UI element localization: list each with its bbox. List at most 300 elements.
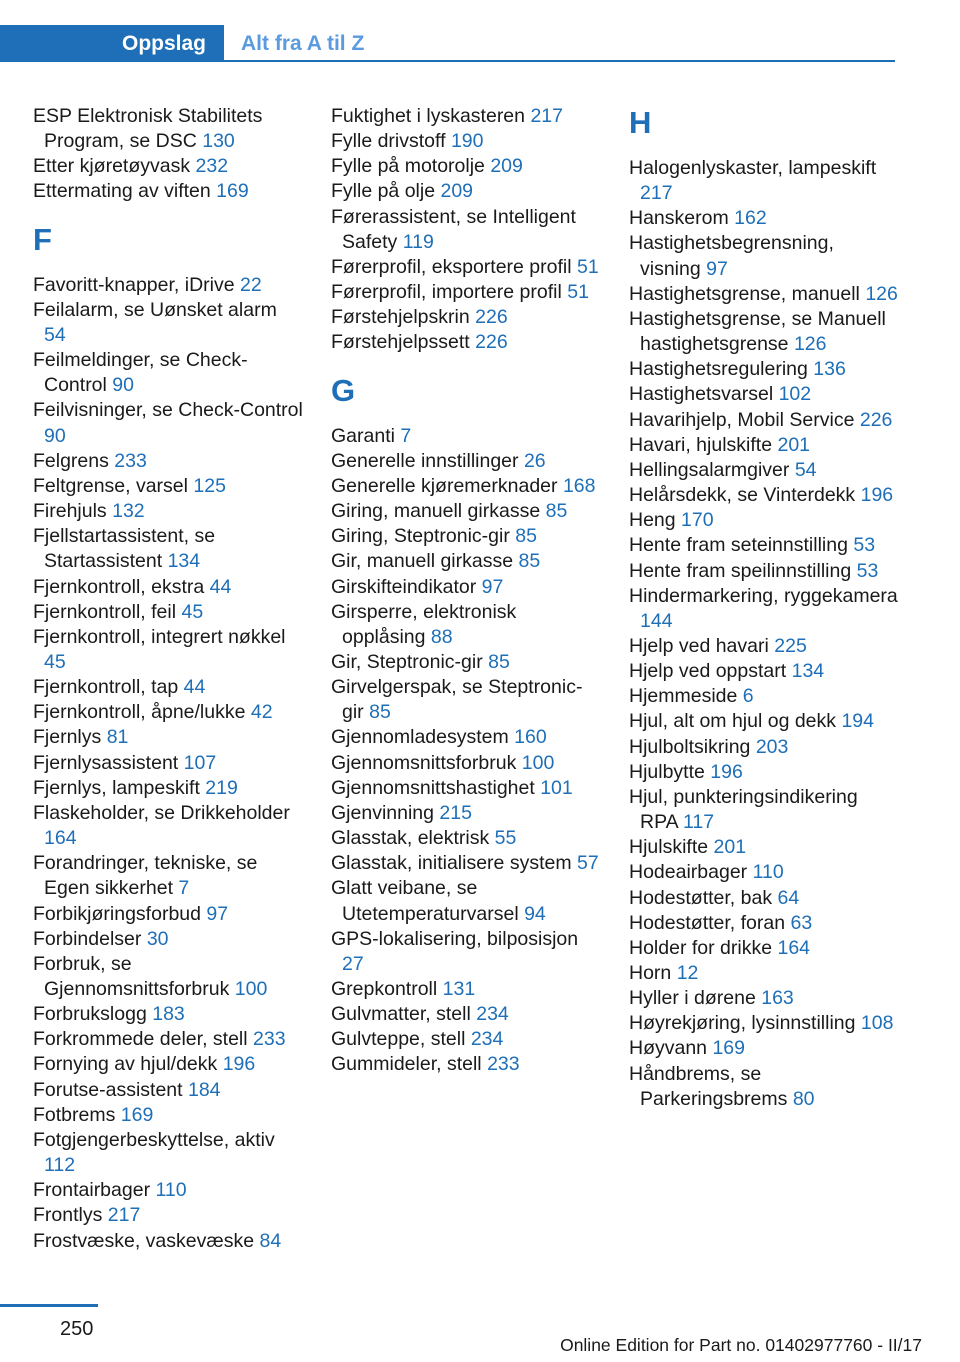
- index-entry: [331, 449, 601, 474]
- index-term: Hanskerom: [629, 207, 729, 230]
- index-term: Fjernlys: [33, 726, 102, 749]
- page-link[interactable]: 217: [530, 105, 563, 127]
- page-link[interactable]: 194: [841, 710, 874, 733]
- page-link[interactable]: 117: [683, 811, 715, 834]
- index-entry: [629, 1062, 899, 1112]
- index-entry: [629, 231, 899, 281]
- index-term: Hastighetsregulering: [629, 358, 808, 381]
- page-link[interactable]: 119: [402, 230, 434, 253]
- tab-alt-fra-a-til-z-label: Alt fra A til Z: [241, 31, 365, 55]
- index-term: Hjelp ved havari: [629, 634, 769, 657]
- page-link[interactable]: 164: [44, 827, 77, 850]
- page-link[interactable]: 90: [112, 374, 134, 397]
- index-entry: [33, 675, 303, 700]
- index-term: Fjernlys, lampeskift: [33, 776, 200, 799]
- index-entry: [331, 575, 601, 600]
- index-entry: [629, 835, 899, 860]
- page-link[interactable]: 196: [710, 760, 743, 783]
- index-term: Girskifteindikator: [331, 575, 477, 598]
- page-link[interactable]: 7: [178, 877, 190, 900]
- index-entry: [33, 1128, 303, 1178]
- index-entry: [33, 625, 303, 675]
- index-term: Førstehjelpskrin: [331, 306, 470, 329]
- page-link[interactable]: 130: [202, 130, 235, 153]
- page-link[interactable]: 88: [430, 625, 453, 648]
- page-header: [0, 25, 895, 62]
- page-link[interactable]: 190: [450, 130, 484, 153]
- index-entry: [33, 1078, 303, 1103]
- index-term: Girvelgerspak, se Steptronic-gir: [331, 676, 583, 724]
- index-entry: [331, 549, 601, 574]
- page-link[interactable]: 131: [442, 978, 476, 1000]
- index-entry: [629, 433, 899, 458]
- page-link[interactable]: 217: [640, 182, 673, 205]
- index-term: Hastighetsgrense, se Manuell hastighetsgrense: [629, 307, 886, 356]
- index-entry: [33, 700, 303, 725]
- index-entry: [629, 206, 899, 231]
- page-link[interactable]: 51: [577, 255, 599, 278]
- index-term: Fotbrems: [33, 1103, 116, 1126]
- index-term: Feilvisninger, se Check-Control: [33, 399, 303, 422]
- page-link[interactable]: 144: [640, 609, 673, 632]
- page-link[interactable]: 126: [793, 333, 827, 356]
- index-term: Gir, manuell girkasse: [331, 550, 514, 573]
- index-entry: [33, 104, 303, 154]
- page-link[interactable]: 85: [369, 701, 391, 724]
- index-entry: [629, 357, 899, 382]
- page-link[interactable]: 26: [523, 449, 546, 472]
- index-term: Glatt veibane, se Utetemperaturvarsel: [331, 877, 519, 925]
- index-entry: [331, 801, 601, 826]
- index-term: Fjernkontroll, åpne/lukke: [33, 701, 246, 724]
- index-entry: [629, 458, 899, 483]
- index-term: Fylle på olje: [331, 180, 436, 203]
- index-term: Fornying av hjul/dekk: [33, 1053, 218, 1076]
- index-entry: [331, 1002, 601, 1027]
- index-entry: [629, 584, 899, 634]
- index-term: Gjennomladesystem: [331, 726, 509, 749]
- index-entry: [629, 986, 899, 1011]
- index-term: Glasstak, initialisere system: [331, 852, 572, 875]
- index-term: Førerassistent, se Intelligent Safety: [331, 205, 576, 253]
- index-entry: [33, 776, 303, 801]
- index-term: Forbruk, se Gjennomsnittsforbruk: [33, 952, 230, 1000]
- index-term: Forbindelser: [33, 927, 142, 950]
- index-entry: [331, 205, 601, 255]
- index-entry: [331, 280, 601, 305]
- index-term: Høyvann: [629, 1037, 708, 1060]
- index-term: Helårsdekk, se Vinterdekk: [629, 484, 856, 507]
- page-link[interactable]: 80: [792, 1087, 815, 1110]
- page-link[interactable]: 51: [567, 281, 589, 304]
- index-entry: [33, 725, 303, 750]
- page-link[interactable]: 132: [112, 500, 145, 523]
- page-link[interactable]: 233: [253, 1028, 286, 1051]
- index-entry: [331, 305, 601, 330]
- page-link[interactable]: 134: [167, 550, 201, 573]
- index-term: Fjernkontroll, ekstra: [33, 575, 205, 598]
- page-link[interactable]: 196: [860, 484, 894, 507]
- index-term: Gjennomsnittsforbruk: [331, 751, 517, 774]
- index-entry: [629, 282, 899, 307]
- index-entry: [629, 382, 899, 407]
- page-link[interactable]: 90: [44, 424, 66, 447]
- edition-note: Online Edition for Part no. 01402977760 - II/17: [560, 1335, 922, 1355]
- index-term: Fylle på motorolje: [331, 155, 485, 178]
- index-term: Hente fram speilinnstilling: [629, 559, 852, 582]
- page-link[interactable]: 45: [44, 650, 66, 673]
- page-link[interactable]: 226: [475, 306, 508, 329]
- index-term: Frontlys: [33, 1204, 103, 1227]
- page-link[interactable]: 215: [439, 801, 472, 824]
- page-link[interactable]: 110: [752, 861, 784, 884]
- index-entry: [33, 801, 303, 851]
- index-entry: [331, 876, 601, 926]
- page-link[interactable]: 100: [521, 751, 555, 774]
- page-link[interactable]: 196: [222, 1053, 256, 1076]
- index-term: Hastighetsbegrensning, visning: [629, 232, 834, 280]
- page-link[interactable]: 112: [44, 1154, 76, 1177]
- index-entry: [331, 330, 601, 355]
- page-link[interactable]: 201: [777, 433, 811, 456]
- index-term: Hjul, punkteringsindikering RPA: [629, 785, 858, 834]
- index-entry: [33, 449, 303, 474]
- index-term: Forbrukslogg: [33, 1003, 147, 1026]
- page-link[interactable]: 107: [183, 751, 217, 774]
- page-link[interactable]: 125: [193, 474, 226, 497]
- page-link[interactable]: 85: [515, 525, 537, 548]
- index-term: Hjulbytte: [629, 760, 705, 783]
- index-term: Førerprofil, eksportere profil: [331, 255, 572, 278]
- index-entry: [331, 474, 601, 499]
- index-entry: [629, 1011, 899, 1036]
- page-link[interactable]: 94: [524, 902, 546, 925]
- index-entry: [629, 156, 899, 206]
- index-entry: [33, 1002, 303, 1027]
- index-entry: [629, 508, 899, 533]
- index-term: Grepkontroll: [331, 978, 438, 1000]
- index-term: Giring, manuell girkasse: [331, 500, 541, 523]
- index-entry: [331, 1027, 601, 1052]
- index-term: Havari, hjulskifte: [629, 433, 773, 456]
- index-entry: [629, 408, 899, 433]
- index-entry: [331, 154, 601, 179]
- index-term: GPS-lokalisering, bilposisjon: [331, 927, 579, 950]
- page-link[interactable]: 183: [152, 1003, 185, 1026]
- page-link[interactable]: 44: [183, 676, 206, 699]
- index-entry: [33, 298, 303, 348]
- index-term: Hente fram seteinnstilling: [629, 534, 848, 557]
- page-link[interactable]: 97: [706, 257, 728, 280]
- index-term: Holder for drikke: [629, 936, 773, 959]
- page-link[interactable]: 63: [790, 911, 813, 934]
- index-column-2: [331, 104, 601, 1078]
- page-link[interactable]: 54: [794, 458, 817, 481]
- index-term: Ettermating av viften: [33, 180, 211, 203]
- index-entry: [629, 533, 899, 558]
- index-entry: [331, 725, 601, 750]
- index-term: Hodestøtter, bak: [629, 886, 773, 909]
- index-entry: [629, 735, 899, 760]
- index-entry: [331, 179, 601, 204]
- tab-alt-fra-a-til-z[interactable]: [241, 25, 364, 62]
- index-term: Høyrekjøring, lysinnstilling: [629, 1012, 856, 1035]
- index-term: Forbikjøringsforbud: [33, 902, 201, 925]
- index-term: Etter kjøretøyvask: [33, 155, 191, 178]
- index-term: Hjelp ved oppstart: [629, 660, 787, 683]
- index-term: Heng: [629, 509, 676, 532]
- index-entry: [33, 348, 303, 398]
- index-entry: [331, 927, 601, 977]
- index-term: Favoritt-knapper, iDrive: [33, 273, 235, 296]
- index-entry: [33, 600, 303, 625]
- index-entry: [331, 129, 601, 154]
- page-link[interactable]: 102: [778, 383, 812, 406]
- index-entry: [331, 524, 601, 549]
- page-link[interactable]: 184: [187, 1078, 221, 1101]
- index-term: Fotgjengerbeskyttelse, aktiv: [33, 1128, 275, 1151]
- page-link[interactable]: 6: [742, 685, 754, 708]
- page-link[interactable]: 22: [240, 273, 262, 296]
- index-entry: [629, 483, 899, 508]
- index-term: Havarihjelp, Mobil Service: [629, 408, 855, 431]
- index-entry: [33, 524, 303, 574]
- index-term: Hodestøtter, foran: [629, 911, 786, 934]
- page-link[interactable]: 219: [205, 776, 238, 799]
- index-term: ESP Elektronisk Stabilitets Program, se DSC: [33, 105, 263, 153]
- index-term: Håndbrems, se Parkeringsbrems: [629, 1062, 788, 1110]
- page-number: 250: [60, 1318, 94, 1340]
- page-link[interactable]: 97: [481, 575, 504, 598]
- page-link[interactable]: 12: [676, 962, 699, 984]
- index-term: Fjernkontroll, feil: [33, 600, 177, 623]
- index-entry: [629, 659, 899, 684]
- index-term: Hodeairbager: [629, 861, 748, 884]
- index-term: Førerprofil, importere profil: [331, 281, 562, 304]
- tab-oppslag[interactable]: [0, 25, 224, 62]
- index-entry: [629, 709, 899, 734]
- index-entry: [33, 902, 303, 927]
- page-link[interactable]: 55: [494, 827, 517, 850]
- page-link[interactable]: 57: [577, 852, 599, 875]
- index-entry: [33, 154, 303, 179]
- index-term: Generelle innstillinger: [331, 449, 519, 472]
- index-term: Hjulboltsikring: [629, 735, 751, 758]
- index-entry: [629, 785, 899, 835]
- page-link[interactable]: 100: [234, 978, 268, 1000]
- index-column-1: [33, 104, 303, 1254]
- index-entry: [331, 650, 601, 675]
- page-link[interactable]: 44: [209, 575, 232, 598]
- index-term: Giring, Steptronic-gir: [331, 525, 510, 548]
- index-entry: [331, 104, 601, 129]
- index-term: Hyller i dørene: [629, 987, 756, 1010]
- index-term: Generelle kjøremerknader: [331, 474, 558, 497]
- index-term: Førstehjelpssett: [331, 331, 470, 354]
- page-link[interactable]: 170: [681, 509, 714, 532]
- index-entry: [629, 684, 899, 709]
- index-entry: [331, 776, 601, 801]
- index-entry: [331, 1052, 601, 1077]
- index-entry: [629, 961, 899, 986]
- index-entry: [629, 760, 899, 785]
- index-entry: [331, 600, 601, 650]
- page-link[interactable]: 85: [545, 500, 568, 523]
- index-term: Hindermarkering, ryggekamera: [629, 584, 898, 607]
- page-link[interactable]: 45: [181, 600, 204, 623]
- index-term: Horn: [629, 962, 672, 984]
- index-entry: [33, 1178, 303, 1203]
- page-link[interactable]: 30: [146, 927, 169, 950]
- index-term: Gir, Steptronic-gir: [331, 650, 483, 673]
- index-term: Frontairbager: [33, 1179, 151, 1202]
- index-entry: [33, 1052, 303, 1077]
- page-link[interactable]: 85: [488, 650, 510, 673]
- index-entry: [33, 1027, 303, 1052]
- page-link[interactable]: 203: [755, 735, 789, 758]
- index-term: Fjernlysassistent: [33, 751, 179, 774]
- index-entry: [331, 255, 601, 280]
- page-link[interactable]: 233: [487, 1053, 520, 1076]
- index-term: Glasstak, elektrisk: [331, 827, 490, 850]
- page-link[interactable]: 209: [490, 155, 523, 178]
- index-term: Hastighetsgrense, manuell: [629, 282, 860, 305]
- section-letter: F: [33, 221, 52, 257]
- page-link[interactable]: 226: [859, 408, 893, 431]
- page-link[interactable]: 234: [476, 1003, 509, 1026]
- page-link[interactable]: 42: [250, 701, 273, 724]
- page-link[interactable]: 169: [712, 1037, 745, 1060]
- index-entry: [331, 826, 601, 851]
- page-link[interactable]: 97: [206, 902, 229, 925]
- index-term: Forkrommede deler, stell: [33, 1028, 248, 1051]
- index-term: Gulvteppe, stell: [331, 1028, 466, 1051]
- index-entry: [629, 860, 899, 885]
- index-entry: [331, 977, 601, 1002]
- page-link[interactable]: 126: [865, 282, 898, 305]
- index-term: Fuktighet i lyskasteren: [331, 105, 526, 127]
- index-entry: [629, 634, 899, 659]
- index-term: Gjenvinning: [331, 801, 434, 824]
- index-entry: [331, 675, 601, 725]
- page-link[interactable]: 160: [514, 726, 547, 749]
- index-term: Firehjuls: [33, 500, 107, 523]
- index-term: Forutse-assistent: [33, 1078, 183, 1101]
- index-term: Frostvæske, vaskevæske: [33, 1229, 255, 1252]
- index-entry: [33, 751, 303, 776]
- page-link[interactable]: 27: [342, 952, 364, 975]
- index-term: Flaskeholder, se Drikkeholder: [33, 801, 290, 824]
- page-link[interactable]: 64: [777, 886, 800, 909]
- index-entry: [629, 559, 899, 584]
- page-link[interactable]: 169: [216, 180, 249, 203]
- page-link[interactable]: 169: [120, 1103, 154, 1126]
- page-link[interactable]: 209: [440, 180, 474, 203]
- index-entry: [33, 179, 303, 204]
- page-link[interactable]: 233: [114, 449, 147, 472]
- page-link[interactable]: 162: [734, 207, 767, 230]
- index-term: Hjulskifte: [629, 836, 709, 859]
- index-entry: [331, 499, 601, 524]
- page-link[interactable]: 136: [813, 358, 846, 381]
- page-link[interactable]: 7: [400, 424, 412, 447]
- page-link[interactable]: 201: [713, 836, 747, 859]
- index-entry: [331, 424, 601, 449]
- index-entry: [629, 1036, 899, 1061]
- index-entry: [33, 1229, 303, 1254]
- index-entry: [629, 911, 899, 936]
- index-entry: [33, 575, 303, 600]
- header-divider: [0, 60, 895, 62]
- page-link[interactable]: 84: [259, 1229, 282, 1252]
- page-link[interactable]: 54: [44, 323, 66, 346]
- index-column-3: [629, 104, 899, 1112]
- index-entry: [33, 398, 303, 448]
- index-term: Garanti: [331, 424, 395, 447]
- page-link[interactable]: 134: [791, 660, 825, 683]
- index-entry: [33, 952, 303, 1002]
- index-term: Fjernkontroll, tap: [33, 676, 179, 699]
- page-link[interactable]: 168: [562, 474, 596, 497]
- index-entry: [33, 1203, 303, 1228]
- index-term: Hjul, alt om hjul og dekk: [629, 710, 837, 733]
- index-entry: [331, 851, 601, 876]
- index-term: Forandringer, tekniske, se Egen sikkerhet: [33, 852, 258, 900]
- index-entry: [331, 751, 601, 776]
- page-link[interactable]: 53: [856, 559, 879, 582]
- page-link[interactable]: 110: [155, 1179, 187, 1202]
- index-term: Gummideler, stell: [331, 1053, 482, 1076]
- section-letter: G: [331, 372, 356, 408]
- page-link[interactable]: 164: [777, 936, 811, 959]
- footer-divider: [0, 1304, 98, 1307]
- page-link[interactable]: 108: [860, 1012, 894, 1035]
- page-link[interactable]: 101: [540, 776, 573, 799]
- index-term: Girsperre, elektronisk opplåsing: [331, 600, 517, 648]
- page-link[interactable]: 217: [107, 1204, 141, 1227]
- index-term: Feilalarm, se Uønsket alarm: [33, 298, 277, 321]
- index-term: Hastighetsvarsel: [629, 383, 774, 406]
- index-term: Hjemmeside: [629, 685, 738, 708]
- index-term: Fylle drivstoff: [331, 130, 446, 153]
- index-term: Halogenlyskaster, lampeskift: [629, 157, 877, 179]
- page-link[interactable]: 53: [853, 534, 876, 557]
- index-term: Gjennomsnittshastighet: [331, 776, 535, 799]
- index-term: Gulvmatter, stell: [331, 1003, 471, 1026]
- index-entry: [33, 273, 303, 298]
- index-entry: [629, 307, 899, 357]
- page-link[interactable]: 81: [106, 726, 129, 749]
- page-link[interactable]: 163: [761, 987, 794, 1010]
- index-entry: [33, 851, 303, 901]
- index-term: Fjernkontroll, integrert nøkkel: [33, 625, 286, 648]
- page-link[interactable]: 226: [475, 331, 508, 354]
- index-term: Fjellstartassistent, se Startassistent: [33, 525, 216, 573]
- index-term: Felgrens: [33, 449, 109, 472]
- index-entry: [33, 927, 303, 952]
- tab-oppslag-label: Oppslag: [121, 31, 206, 55]
- section-letter: H: [629, 105, 652, 140]
- index-term: Hellingsalarmgiver: [629, 458, 790, 481]
- index-entry: [629, 886, 899, 911]
- page-link[interactable]: 85: [518, 550, 541, 573]
- page-link[interactable]: 232: [195, 155, 229, 178]
- page-link[interactable]: 234: [470, 1028, 504, 1051]
- page-link[interactable]: 225: [774, 634, 807, 657]
- index-term: Feilmeldinger, se Check-Control: [33, 349, 248, 397]
- index-entry: [33, 474, 303, 499]
- index-entry: [629, 936, 899, 961]
